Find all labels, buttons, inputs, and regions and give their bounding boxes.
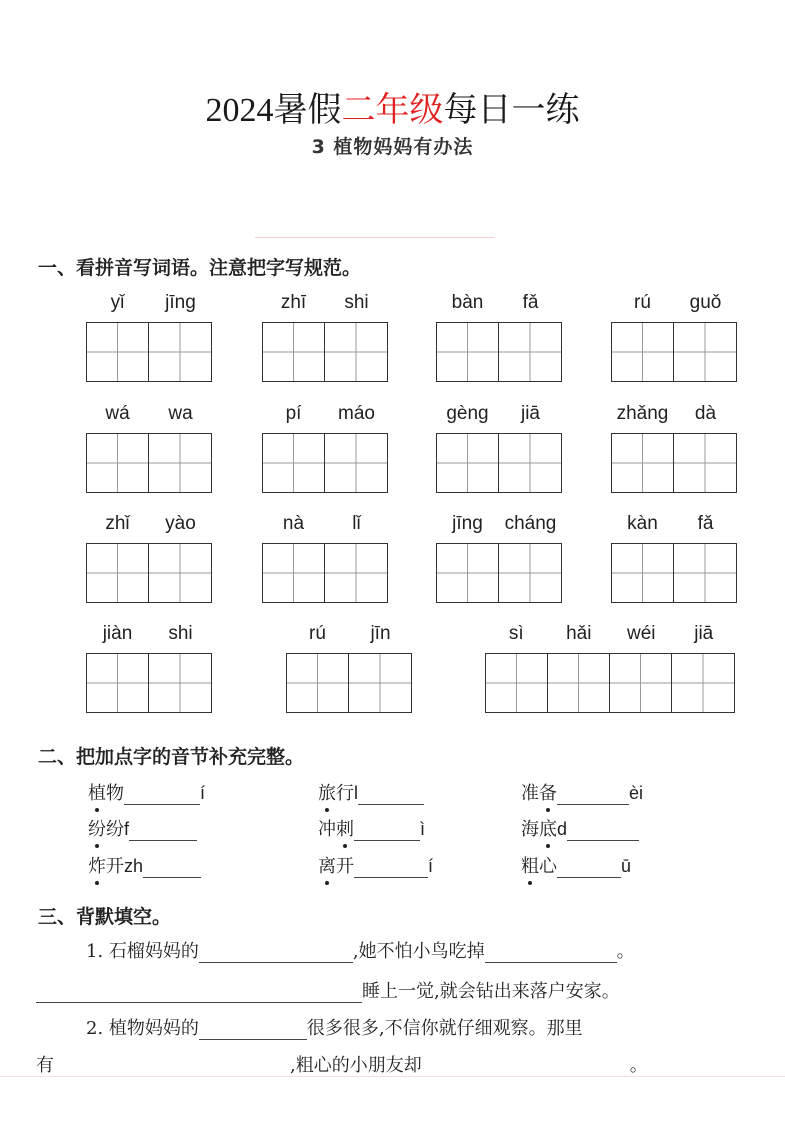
page-title: 2024暑假二年级每日一练 xyxy=(205,92,580,129)
tianzige-cell[interactable] xyxy=(674,323,736,381)
pinyin-syllable: cháng xyxy=(504,513,557,534)
character: 开 xyxy=(106,856,124,877)
dotted-character: 离 xyxy=(318,852,336,878)
pinyin-syllable: rú xyxy=(634,292,651,313)
pinyin-syllable: guǒ xyxy=(689,292,722,313)
pinyin-row xyxy=(436,513,562,543)
syllable-blank[interactable] xyxy=(129,822,197,841)
dotted-character: 刺 xyxy=(336,815,354,841)
pinyin-syllable: yào xyxy=(165,513,196,534)
tianzige-cell[interactable] xyxy=(287,654,349,712)
syllable-blank[interactable] xyxy=(354,822,420,841)
word-group xyxy=(436,292,562,382)
dotted-character: 纷 xyxy=(88,815,106,841)
word-group xyxy=(262,292,388,382)
fill-item xyxy=(318,815,425,841)
syllable-blank[interactable] xyxy=(124,786,200,805)
tianzige-cell[interactable] xyxy=(149,654,211,712)
answer-blank[interactable] xyxy=(199,944,353,963)
pinyin-row xyxy=(262,292,388,322)
pinyin-row xyxy=(611,292,737,322)
word-group xyxy=(485,623,735,713)
fill-item xyxy=(88,779,205,805)
word-group xyxy=(436,403,562,493)
tianzige-cell[interactable] xyxy=(263,434,325,492)
pinyin-row xyxy=(86,403,212,433)
pinyin-syllable: yǐ xyxy=(110,292,125,313)
syllable-blank[interactable] xyxy=(143,859,201,878)
writing-boxes xyxy=(86,653,212,713)
pinyin-syllable: jīn xyxy=(370,623,391,644)
tianzige-cell[interactable] xyxy=(612,323,674,381)
pinyin-syllable: zhī xyxy=(280,292,307,313)
tianzige-cell[interactable] xyxy=(612,544,674,602)
word-group xyxy=(262,403,388,493)
writing-boxes xyxy=(485,653,735,713)
syllable-suffix: í xyxy=(428,856,434,876)
tianzige-cell[interactable] xyxy=(87,544,149,602)
answer-blank[interactable] xyxy=(199,1021,307,1040)
pinyin-syllable: shi xyxy=(344,292,369,313)
answer-blank[interactable] xyxy=(485,944,617,963)
pinyin-syllable: gèng xyxy=(446,403,489,424)
pinyin-syllable: nà xyxy=(282,513,305,534)
recite-line-2: 睡上一觉,就会钻出来落户安家。 xyxy=(36,977,620,1003)
character: 准 xyxy=(521,783,539,804)
pinyin-syllable: jiā xyxy=(694,623,714,644)
pinyin-syllable: wéi xyxy=(626,623,656,644)
pinyin-row xyxy=(262,403,388,433)
word-group xyxy=(611,403,737,493)
answer-blank[interactable] xyxy=(54,1058,290,1077)
fill-word xyxy=(318,819,354,840)
fill-word xyxy=(521,856,557,877)
writing-boxes xyxy=(262,322,388,382)
decorative-line xyxy=(255,237,495,238)
pinyin-syllable: pí xyxy=(285,403,302,424)
character: 行 xyxy=(336,783,354,804)
word-group xyxy=(86,292,212,382)
recite-line-3: 2. 植物妈妈的 很多很多,不信你就仔细观察。那里 xyxy=(86,1018,583,1039)
pinyin-syllable: wa xyxy=(168,403,193,424)
pinyin-syllable: zhǐ xyxy=(105,513,130,534)
pinyin-row xyxy=(86,513,212,543)
tianzige-cell[interactable] xyxy=(325,544,387,602)
syllable-suffix: ū xyxy=(621,856,632,876)
tianzige-cell[interactable] xyxy=(87,434,149,492)
decorative-line xyxy=(0,1076,785,1077)
syllable-suffix: í xyxy=(200,783,206,803)
writing-boxes xyxy=(436,543,562,603)
fill-word xyxy=(318,783,354,804)
writing-boxes xyxy=(86,433,212,493)
pinyin-syllable: jiàn xyxy=(102,623,133,644)
tianzige-cell[interactable] xyxy=(149,434,211,492)
dotted-character: 植 xyxy=(88,779,106,805)
fill-word xyxy=(88,856,124,877)
answer-blank[interactable] xyxy=(422,1058,630,1077)
pinyin-syllable: zhǎng xyxy=(616,403,669,424)
pinyin-syllable: hǎi xyxy=(566,623,592,644)
fill-word xyxy=(521,783,557,804)
syllable-blank[interactable] xyxy=(358,786,424,805)
character: 心 xyxy=(539,856,557,877)
pinyin-syllable: lǐ xyxy=(352,513,361,534)
character: 纷 xyxy=(106,819,124,840)
writing-boxes xyxy=(286,653,412,713)
tianzige-cell[interactable] xyxy=(437,323,499,381)
pinyin-row xyxy=(436,403,562,433)
tianzige-cell[interactable] xyxy=(672,654,734,712)
tianzige-cell[interactable] xyxy=(612,434,674,492)
word-group xyxy=(611,513,737,603)
fill-word xyxy=(88,783,124,804)
writing-boxes xyxy=(262,433,388,493)
tianzige-cell[interactable] xyxy=(610,654,672,712)
tianzige-cell[interactable] xyxy=(87,654,149,712)
character: 冲 xyxy=(318,819,336,840)
pinyin-row xyxy=(485,623,735,653)
character: 物 xyxy=(106,783,124,804)
fill-word xyxy=(521,819,557,840)
word-group xyxy=(262,513,388,603)
pinyin-row xyxy=(262,513,388,543)
dotted-character: 粗 xyxy=(521,852,539,878)
pinyin-row xyxy=(611,513,737,543)
word-group xyxy=(86,403,212,493)
syllable-blank[interactable] xyxy=(557,786,629,805)
pinyin-row xyxy=(286,623,412,653)
tianzige-cell[interactable] xyxy=(674,434,736,492)
recite-line-4: 有 ,粗心的小朋友却 。 xyxy=(36,1055,648,1076)
word-group xyxy=(611,292,737,382)
tianzige-cell[interactable] xyxy=(349,654,411,712)
section-3-heading: 三、背默填空。 xyxy=(38,906,172,928)
writing-boxes xyxy=(436,322,562,382)
lesson-subtitle: 3 植物妈妈有办法 xyxy=(311,136,474,158)
pinyin-syllable: dà xyxy=(694,403,717,424)
tianzige-cell[interactable] xyxy=(437,544,499,602)
dotted-character: 旅 xyxy=(318,779,336,805)
fill-item xyxy=(318,852,433,878)
dotted-character: 备 xyxy=(539,779,557,805)
dotted-character: 炸 xyxy=(88,852,106,878)
writing-boxes xyxy=(86,322,212,382)
section-1-heading: 一、看拼音写词语。注意把字写规范。 xyxy=(38,257,362,279)
word-group xyxy=(86,623,212,713)
pinyin-row xyxy=(436,292,562,322)
character: 开 xyxy=(336,856,354,877)
pinyin-row xyxy=(86,623,212,653)
recite-line-1: 1. 石榴妈妈的 ,她不怕小鸟吃掉 。 xyxy=(86,941,635,962)
tianzige-cell[interactable] xyxy=(499,434,561,492)
pinyin-syllable: wá xyxy=(105,403,130,424)
writing-boxes xyxy=(262,543,388,603)
pinyin-row xyxy=(86,292,212,322)
fill-word xyxy=(318,856,354,877)
fill-item xyxy=(521,779,643,805)
syllable-prefix: zh xyxy=(124,856,144,876)
tianzige-cell[interactable] xyxy=(674,544,736,602)
pinyin-syllable: fǎ xyxy=(697,513,714,534)
tianzige-cell[interactable] xyxy=(486,654,548,712)
pinyin-row xyxy=(611,403,737,433)
syllable-suffix: èi xyxy=(629,783,644,803)
pinyin-syllable: sì xyxy=(508,623,524,644)
pinyin-syllable: jiā xyxy=(520,403,540,424)
fill-item xyxy=(88,815,197,841)
pinyin-syllable: máo xyxy=(338,403,375,424)
tianzige-cell[interactable] xyxy=(499,323,561,381)
tianzige-cell[interactable] xyxy=(149,544,211,602)
fill-word xyxy=(88,819,124,840)
fill-item xyxy=(521,815,639,841)
tianzige-cell[interactable] xyxy=(548,654,610,712)
fill-item xyxy=(318,779,424,805)
dotted-character: 底 xyxy=(539,815,557,841)
pinyin-syllable: bàn xyxy=(451,292,484,313)
tianzige-cell[interactable] xyxy=(87,323,149,381)
syllable-prefix: f xyxy=(124,819,130,839)
word-group xyxy=(436,513,562,603)
writing-boxes xyxy=(86,543,212,603)
fill-item xyxy=(521,852,631,878)
pinyin-syllable: jīng xyxy=(452,513,483,534)
tianzige-cell[interactable] xyxy=(149,323,211,381)
answer-blank[interactable] xyxy=(36,984,362,1003)
writing-boxes xyxy=(611,433,737,493)
pinyin-syllable: rú xyxy=(309,623,326,644)
tianzige-cell[interactable] xyxy=(499,544,561,602)
tianzige-cell[interactable] xyxy=(263,544,325,602)
fill-item xyxy=(88,852,201,878)
writing-boxes xyxy=(611,322,737,382)
word-group xyxy=(86,513,212,603)
section-2-heading: 二、把加点字的音节补充完整。 xyxy=(38,746,305,768)
writing-boxes xyxy=(436,433,562,493)
word-group xyxy=(286,623,412,713)
pinyin-syllable: shi xyxy=(168,623,193,644)
tianzige-cell[interactable] xyxy=(263,323,325,381)
syllable-prefix: l xyxy=(354,783,358,803)
syllable-blank[interactable] xyxy=(557,859,621,878)
tianzige-cell[interactable] xyxy=(325,434,387,492)
pinyin-syllable: jīng xyxy=(165,292,196,313)
writing-boxes xyxy=(611,543,737,603)
tianzige-cell[interactable] xyxy=(325,323,387,381)
syllable-blank[interactable] xyxy=(567,822,639,841)
syllable-prefix: d xyxy=(557,819,568,839)
pinyin-syllable: kàn xyxy=(627,513,658,534)
syllable-suffix: ì xyxy=(420,819,426,839)
tianzige-cell[interactable] xyxy=(437,434,499,492)
character: 海 xyxy=(521,819,539,840)
syllable-blank[interactable] xyxy=(354,859,428,878)
pinyin-syllable: fǎ xyxy=(522,292,539,313)
